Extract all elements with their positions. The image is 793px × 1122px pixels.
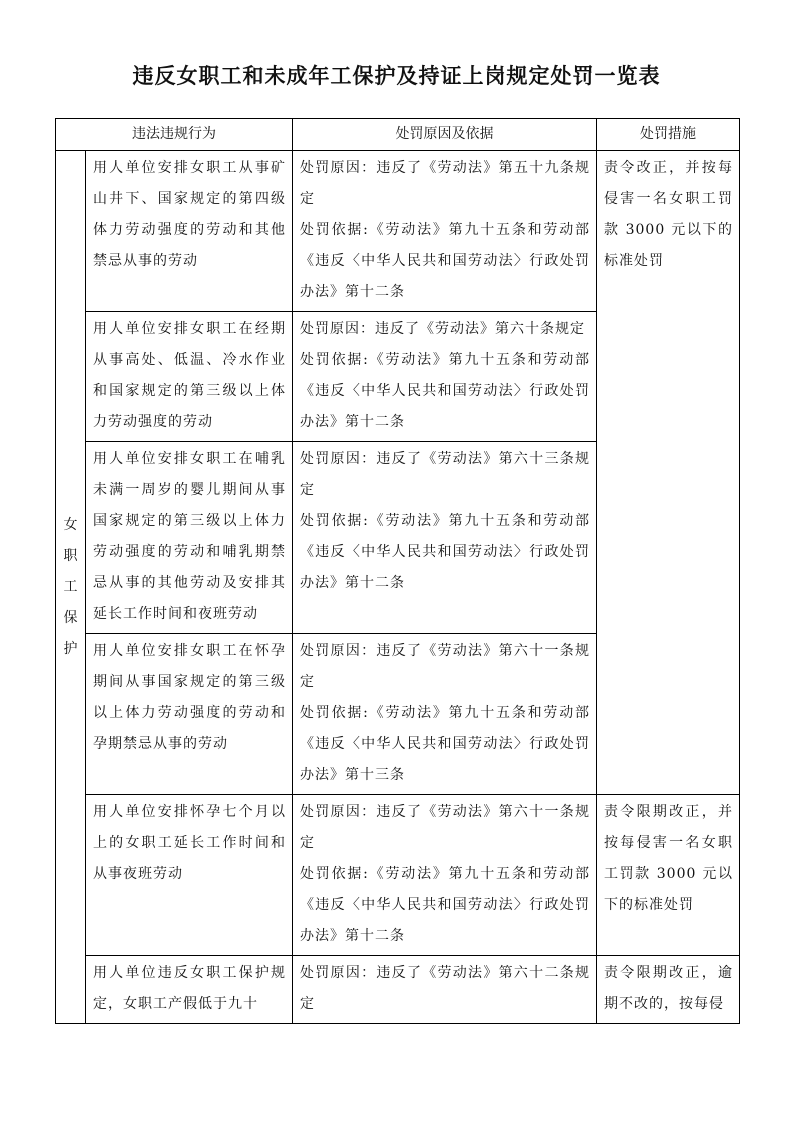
reason-text: 处罚原因：违反了《劳动法》第六十一条规定 — [300, 804, 590, 851]
reason-text: 处罚原因：违反了《劳动法》第六十一条规定 — [300, 643, 590, 690]
table-row — [56, 795, 740, 956]
behavior-text: 用人单位安排女职工在经期从事高处、低温、冷水作业和国家规定的第三级以上体力劳动强度的劳动 — [93, 321, 286, 430]
reason-cell — [293, 634, 597, 795]
basis-text: 处罚依据:《劳动法》第九十五条和劳动部《违反〈中华人民共和国劳动法〉行政处罚办法》第十二条 — [300, 513, 590, 591]
table-header-row — [56, 119, 740, 151]
behavior-cell — [86, 442, 293, 634]
measure-cell: 责令限期改正，并按每侵害一名女职工罚款 3000 元以下的标准处罚 — [597, 795, 740, 956]
table-row — [56, 151, 740, 312]
basis-text: 处罚依据:《劳动法》第九十五条和劳动部《违反〈中华人民共和国劳动法〉行政处罚办法》第十二条 — [300, 222, 590, 300]
table-row — [56, 956, 740, 1024]
reason-cell — [293, 442, 597, 634]
behavior-text: 用人单位安排女职工从事矿山井下、国家规定的第四级体力劳动强度的劳动和其他禁忌从事的劳动 — [93, 160, 286, 269]
basis-text: 处罚依据:《劳动法》第九十五条和劳动部《违反〈中华人民共和国劳动法〉行政处罚办法》第十二条 — [300, 352, 590, 430]
behavior-cell — [86, 151, 293, 312]
behavior-text: 用人单位违反女职工保护规定，女职工产假低于九十 — [93, 965, 286, 1012]
behavior-cell — [86, 634, 293, 795]
behavior-cell — [86, 312, 293, 442]
reason-cell — [293, 312, 597, 442]
category-cell — [56, 151, 86, 1024]
reason-text: 处罚原因：违反了《劳动法》第六十三条规定 — [300, 451, 590, 498]
header-behavior: 违法违规行为 — [56, 119, 293, 151]
behavior-cell — [86, 956, 293, 1024]
behavior-cell — [86, 795, 293, 956]
basis-text: 处罚依据:《劳动法》第九十五条和劳动部《违反〈中华人民共和国劳动法〉行政处罚办法》第十三条 — [300, 705, 590, 783]
penalty-table — [55, 118, 740, 1024]
behavior-text: 用人单位安排怀孕七个月以上的女职工延长工作时间和从事夜班劳动 — [93, 804, 286, 882]
reason-text: 处罚原因：违反了《劳动法》第六十二条规定 — [300, 965, 590, 1012]
header-measure: 处罚措施 — [597, 119, 740, 151]
reason-text: 处罚原因：违反了《劳动法》第五十九条规定 — [300, 160, 590, 207]
behavior-text: 用人单位安排女职工在怀孕期间从事国家规定的第三级以上体力劳动强度的劳动和孕期禁忌从事的劳动 — [93, 643, 286, 752]
reason-cell — [293, 795, 597, 956]
basis-text: 处罚依据:《劳动法》第九十五条和劳动部《违反〈中华人民共和国劳动法〉行政处罚办法》第十二条 — [300, 866, 590, 944]
header-reason: 处罚原因及依据 — [293, 119, 597, 151]
reason-cell — [293, 151, 597, 312]
measure-cell: 责令改正，并按每侵害一名女职工罚款 3000 元以下的标准处罚 — [597, 151, 740, 795]
reason-cell — [293, 956, 597, 1024]
behavior-text: 用人单位安排女职工在哺乳未满一周岁的婴儿期间从事国家规定的第三级以上体力劳动强度的劳动和哺乳期禁忌从事的其他劳动及安排其延长工作时间和夜班劳动 — [93, 451, 286, 622]
reason-text: 处罚原因：违反了《劳动法》第六十条规定 — [300, 321, 585, 337]
document-title: 违反女职工和未成年工保护及持证上岗规定处罚一览表 — [132, 63, 661, 88]
measure-cell: 责令限期改正，逾期不改的，按每侵 — [597, 956, 740, 1024]
category-label: 女职工保护 — [63, 516, 78, 657]
